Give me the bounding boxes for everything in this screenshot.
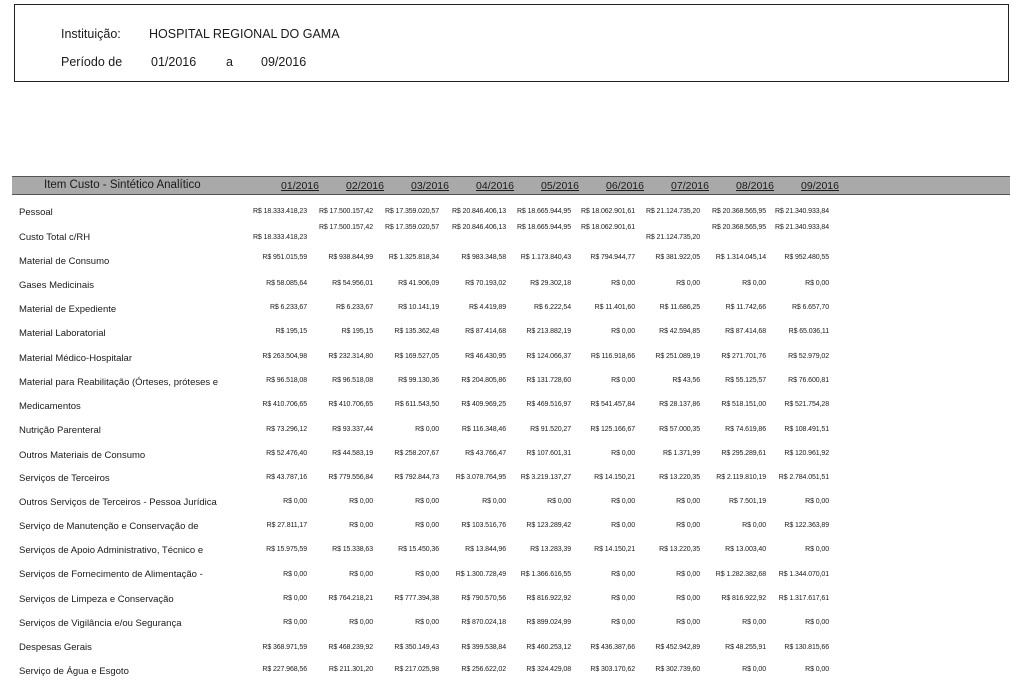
table-cell: R$ 368.971,59 bbox=[262, 644, 307, 651]
table-cell: R$ 6.233,67 bbox=[269, 304, 307, 311]
table-cell: R$ 58.085,64 bbox=[266, 280, 307, 287]
row-label: Serviços de Apoio Administrativo, Técnico e bbox=[19, 545, 204, 556]
table-cell: R$ 3.078.764,95 bbox=[455, 474, 506, 481]
table-cell: R$ 0,00 bbox=[676, 571, 700, 578]
table-cell: R$ 0,00 bbox=[349, 522, 373, 529]
table-cell: R$ 96.518,08 bbox=[332, 377, 373, 384]
table-cell: R$ 217.025,98 bbox=[394, 666, 439, 673]
row-label: Serviço de Manutenção e Conservação de bbox=[19, 521, 199, 532]
table-cell: R$ 169.527,05 bbox=[394, 353, 439, 360]
table-cell: R$ 46.430,95 bbox=[465, 353, 506, 360]
month-header: 08/2016 bbox=[736, 180, 774, 192]
table-cell: R$ 14.150,21 bbox=[594, 474, 635, 481]
table-cell: R$ 17.500.157,42 bbox=[318, 208, 373, 215]
table-cell: R$ 1.325.818,34 bbox=[388, 254, 439, 261]
table-cell: R$ 87.414,68 bbox=[465, 328, 506, 335]
table-cell: R$ 0,00 bbox=[283, 571, 307, 578]
row-label: Medicamentos bbox=[19, 401, 81, 412]
table-cell: R$ 518.151,00 bbox=[721, 401, 766, 408]
table-cell: R$ 0,00 bbox=[415, 522, 439, 529]
table-cell: R$ 20.846.406,13 bbox=[451, 224, 506, 231]
table-cell: R$ 116.348,46 bbox=[461, 426, 506, 433]
table-cell: R$ 0,00 bbox=[415, 426, 439, 433]
table-cell: R$ 0,00 bbox=[742, 522, 766, 529]
table-cell: R$ 2.119.810,19 bbox=[716, 474, 766, 481]
month-header: 02/2016 bbox=[346, 180, 384, 192]
table-cell: R$ 251.089,19 bbox=[655, 353, 700, 360]
table-cell: R$ 43.787,16 bbox=[266, 474, 307, 481]
month-header: 05/2016 bbox=[541, 180, 579, 192]
table-title: Item Custo - Sintético Analítico bbox=[44, 179, 201, 191]
table-cell: R$ 0,00 bbox=[611, 595, 635, 602]
table-cell: R$ 91.520,27 bbox=[530, 426, 571, 433]
table-cell: R$ 195,15 bbox=[341, 328, 373, 335]
table-cell: R$ 541.457,84 bbox=[590, 401, 635, 408]
table-cell: R$ 13.003,40 bbox=[725, 546, 766, 553]
table-cell: R$ 20.368.565,95 bbox=[711, 224, 766, 231]
table-cell: R$ 0,00 bbox=[805, 546, 829, 553]
period-end: 09/2016 bbox=[261, 55, 307, 69]
table-cell: R$ 135.362,48 bbox=[394, 328, 439, 335]
table-cell: R$ 1.173.840,43 bbox=[520, 254, 571, 261]
table-cell: R$ 410.706,65 bbox=[328, 401, 373, 408]
table-cell: R$ 116.918,66 bbox=[590, 353, 635, 360]
table-cell: R$ 18.333.418,23 bbox=[252, 234, 307, 241]
table-cell: R$ 0,00 bbox=[611, 450, 635, 457]
report-header bbox=[14, 4, 1009, 82]
table-cell: R$ 952.480,55 bbox=[784, 254, 829, 261]
table-cell: R$ 777.394,38 bbox=[394, 595, 439, 602]
table-cell: R$ 21.340.933,84 bbox=[774, 224, 829, 231]
table-cell: R$ 211.301,20 bbox=[328, 666, 373, 673]
month-header: 04/2016 bbox=[476, 180, 514, 192]
table-cell: R$ 74.619,86 bbox=[725, 426, 766, 433]
row-label: Outros Materiais de Consumo bbox=[19, 450, 146, 461]
period-start: 01/2016 bbox=[151, 55, 197, 69]
table-cell: R$ 70.193,02 bbox=[465, 280, 506, 287]
table-cell: R$ 951.015,59 bbox=[262, 254, 307, 261]
table-cell: R$ 57.000,35 bbox=[659, 426, 700, 433]
table-cell: R$ 18.665.944,95 bbox=[516, 224, 571, 231]
table-cell: R$ 399.538,84 bbox=[461, 644, 506, 651]
table-cell: R$ 0,00 bbox=[805, 498, 829, 505]
table-cell: R$ 48.255,91 bbox=[725, 644, 766, 651]
row-label: Serviços de Vigilância e/ou Segurança bbox=[19, 618, 182, 629]
row-label: Nutrição Parenteral bbox=[19, 425, 101, 436]
row-label: Gases Medicinais bbox=[19, 280, 94, 291]
table-cell: R$ 15.450,36 bbox=[398, 546, 439, 553]
table-cell: R$ 0,00 bbox=[415, 498, 439, 505]
table-cell: R$ 96.518,08 bbox=[266, 377, 307, 384]
row-label: Outros Serviços de Terceiros - Pessoa Jurídica bbox=[19, 497, 217, 508]
table-cell: R$ 468.239,92 bbox=[328, 644, 373, 651]
table-cell: R$ 54.956,01 bbox=[332, 280, 373, 287]
table-cell: R$ 0,00 bbox=[611, 377, 635, 384]
table-cell: R$ 350.149,43 bbox=[394, 644, 439, 651]
table-cell: R$ 324.429,08 bbox=[526, 666, 571, 673]
table-cell: R$ 0,00 bbox=[349, 498, 373, 505]
table-cell: R$ 21.124.735,20 bbox=[645, 208, 700, 215]
table-cell: R$ 122.363,89 bbox=[784, 522, 829, 529]
table-cell: R$ 0,00 bbox=[415, 619, 439, 626]
table-cell: R$ 611.543,50 bbox=[394, 401, 439, 408]
institution-value: HOSPITAL REGIONAL DO GAMA bbox=[149, 27, 340, 41]
period-separator: a bbox=[226, 55, 233, 69]
table-cell: R$ 271.701,76 bbox=[721, 353, 766, 360]
table-cell: R$ 303.170,62 bbox=[590, 666, 635, 673]
row-label: Serviços de Terceiros bbox=[19, 473, 110, 484]
table-cell: R$ 27.811,17 bbox=[266, 522, 307, 529]
table-cell: R$ 779.556,84 bbox=[328, 474, 373, 481]
table-cell: R$ 17.500.157,42 bbox=[318, 224, 373, 231]
table-cell: R$ 0,00 bbox=[742, 619, 766, 626]
table-cell: R$ 0,00 bbox=[805, 280, 829, 287]
table-cell: R$ 1.371,99 bbox=[662, 450, 700, 457]
table-cell: R$ 794.944,77 bbox=[590, 254, 635, 261]
table-cell: R$ 120.961,92 bbox=[784, 450, 829, 457]
table-cell: R$ 44.583,19 bbox=[332, 450, 373, 457]
table-cell: R$ 99.130,36 bbox=[398, 377, 439, 384]
table-cell: R$ 108.491,51 bbox=[784, 426, 829, 433]
table-cell: R$ 13.283,39 bbox=[530, 546, 571, 553]
table-cell: R$ 521.754,28 bbox=[784, 401, 829, 408]
table-cell: R$ 20.846.406,13 bbox=[451, 208, 506, 215]
table-cell: R$ 93.337,44 bbox=[332, 426, 373, 433]
table-cell: R$ 0,00 bbox=[676, 595, 700, 602]
table-cell: R$ 13.220,35 bbox=[659, 474, 700, 481]
table-cell: R$ 55.125,57 bbox=[725, 377, 766, 384]
row-label: Pessoal bbox=[19, 207, 53, 218]
table-cell: R$ 0,00 bbox=[611, 522, 635, 529]
table-cell: R$ 410.706,65 bbox=[262, 401, 307, 408]
table-cell: R$ 0,00 bbox=[676, 619, 700, 626]
table-cell: R$ 256.622,02 bbox=[461, 666, 506, 673]
table-cell: R$ 0,00 bbox=[611, 498, 635, 505]
table-cell: R$ 460.253,12 bbox=[526, 644, 571, 651]
table-cell: R$ 0,00 bbox=[415, 571, 439, 578]
table-cell: R$ 0,00 bbox=[611, 619, 635, 626]
table-cell: R$ 0,00 bbox=[349, 619, 373, 626]
table-cell: R$ 52.476,40 bbox=[266, 450, 307, 457]
table-cell: R$ 195,15 bbox=[275, 328, 307, 335]
table-cell: R$ 18.062.901,61 bbox=[580, 208, 635, 215]
table-cell: R$ 52.979,02 bbox=[788, 353, 829, 360]
table-cell: R$ 204.805,86 bbox=[461, 377, 506, 384]
table-cell: R$ 11.742,66 bbox=[725, 304, 766, 311]
row-label: Material Médico-Hospitalar bbox=[19, 353, 132, 364]
table-cell: R$ 18.333.418,23 bbox=[252, 208, 307, 215]
table-cell: R$ 131.728,60 bbox=[526, 377, 571, 384]
table-cell: R$ 13.220,35 bbox=[659, 546, 700, 553]
table-cell: R$ 17.359.020,57 bbox=[384, 208, 439, 215]
table-cell: R$ 899.024,99 bbox=[526, 619, 571, 626]
table-cell: R$ 381.922,05 bbox=[655, 254, 700, 261]
table-cell: R$ 130.815,66 bbox=[784, 644, 829, 651]
table-cell: R$ 792.844,73 bbox=[394, 474, 439, 481]
table-cell: R$ 0,00 bbox=[676, 498, 700, 505]
table-cell: R$ 20.368.565,95 bbox=[711, 208, 766, 215]
table-cell: R$ 232.314,80 bbox=[328, 353, 373, 360]
table-cell: R$ 0,00 bbox=[349, 571, 373, 578]
table-cell: R$ 76.600,81 bbox=[788, 377, 829, 384]
table-cell: R$ 0,00 bbox=[676, 280, 700, 287]
row-label: Material para Reabilitação (Órteses, próteses e bbox=[19, 377, 219, 388]
table-cell: R$ 124.066,37 bbox=[526, 353, 571, 360]
table-cell: R$ 302.739,60 bbox=[655, 666, 700, 673]
table-cell: R$ 816.922,92 bbox=[526, 595, 571, 602]
table-cell: R$ 15.338,63 bbox=[332, 546, 373, 553]
table-cell: R$ 65.036,11 bbox=[788, 328, 829, 335]
table-cell: R$ 409.969,25 bbox=[461, 401, 506, 408]
table-cell: R$ 17.359.020,57 bbox=[384, 224, 439, 231]
table-cell: R$ 0,00 bbox=[611, 328, 635, 335]
table-cell: R$ 2.784.051,51 bbox=[778, 474, 829, 481]
table-cell: R$ 0,00 bbox=[482, 498, 506, 505]
period-label: Período de bbox=[61, 55, 123, 69]
table-cell: R$ 1.317.617,61 bbox=[778, 595, 829, 602]
table-cell: R$ 11.401,60 bbox=[594, 304, 635, 311]
table-cell: R$ 0,00 bbox=[547, 498, 571, 505]
table-cell: R$ 4.419,89 bbox=[468, 304, 506, 311]
row-label: Material Laboratorial bbox=[19, 328, 106, 339]
table-cell: R$ 125.166,67 bbox=[590, 426, 635, 433]
table-cell: R$ 227.968,56 bbox=[262, 666, 307, 673]
table-cell: R$ 41.906,09 bbox=[398, 280, 439, 287]
row-label: Serviços de Fornecimento de Alimentação - bbox=[19, 569, 203, 580]
row-label: Serviço de Água e Esgoto bbox=[19, 666, 129, 677]
table-cell: R$ 43,56 bbox=[672, 377, 700, 384]
table-header bbox=[12, 176, 1010, 195]
month-header: 09/2016 bbox=[801, 180, 839, 192]
table-cell: R$ 123.289,42 bbox=[526, 522, 571, 529]
table-cell: R$ 21.340.933,84 bbox=[774, 208, 829, 215]
month-header: 03/2016 bbox=[411, 180, 449, 192]
row-label: Custo Total c/RH bbox=[19, 232, 91, 243]
table-cell: R$ 1.300.728,49 bbox=[455, 571, 506, 578]
table-cell: R$ 18.665.944,95 bbox=[516, 208, 571, 215]
table-cell: R$ 263.504,98 bbox=[262, 353, 307, 360]
table-cell: R$ 10.141,19 bbox=[398, 304, 439, 311]
institution-label: Instituição: bbox=[61, 27, 121, 41]
table-cell: R$ 452.942,89 bbox=[655, 644, 700, 651]
table-cell: R$ 436.387,66 bbox=[590, 644, 635, 651]
table-cell: R$ 0,00 bbox=[283, 498, 307, 505]
table-cell: R$ 258.207,67 bbox=[394, 450, 439, 457]
table-cell: R$ 13.844,96 bbox=[465, 546, 506, 553]
month-header: 06/2016 bbox=[606, 180, 644, 192]
table-cell: R$ 0,00 bbox=[283, 595, 307, 602]
table-cell: R$ 43.766,47 bbox=[465, 450, 506, 457]
table-cell: R$ 6.657,70 bbox=[791, 304, 829, 311]
row-label: Despesas Gerais bbox=[19, 642, 92, 653]
table-cell: R$ 42.594,85 bbox=[659, 328, 700, 335]
month-header: 01/2016 bbox=[281, 180, 319, 192]
table-cell: R$ 7.501,19 bbox=[728, 498, 766, 505]
table-cell: R$ 469.516,97 bbox=[526, 401, 571, 408]
table-cell: R$ 18.062.901,61 bbox=[580, 224, 635, 231]
month-header: 07/2016 bbox=[671, 180, 709, 192]
table-cell: R$ 107.601,31 bbox=[526, 450, 571, 457]
table-cell: R$ 816.922,92 bbox=[721, 595, 766, 602]
table-cell: R$ 14.150,21 bbox=[594, 546, 635, 553]
table-cell: R$ 983.348,58 bbox=[461, 254, 506, 261]
table-cell: R$ 0,00 bbox=[805, 666, 829, 673]
table-cell: R$ 870.024,18 bbox=[461, 619, 506, 626]
table-cell: R$ 938.844,99 bbox=[328, 254, 373, 261]
table-cell: R$ 1.314.045,14 bbox=[715, 254, 766, 261]
table-cell: R$ 295.289,61 bbox=[721, 450, 766, 457]
table-cell: R$ 3.219.137,27 bbox=[520, 474, 571, 481]
table-cell: R$ 73.296,12 bbox=[266, 426, 307, 433]
table-cell: R$ 0,00 bbox=[611, 571, 635, 578]
row-label: Material de Expediente bbox=[19, 304, 117, 315]
table-cell: R$ 6.222,54 bbox=[533, 304, 571, 311]
table-cell: R$ 6.233,67 bbox=[335, 304, 373, 311]
table-cell: R$ 21.124.735,20 bbox=[645, 234, 700, 241]
table-cell: R$ 11.686,25 bbox=[659, 304, 700, 311]
table-cell: R$ 29.302,18 bbox=[530, 280, 571, 287]
row-label: Serviços de Limpeza e Conservação bbox=[19, 594, 174, 605]
table-cell: R$ 1.366.616,55 bbox=[520, 571, 571, 578]
table-cell: R$ 213.882,19 bbox=[526, 328, 571, 335]
table-cell: R$ 0,00 bbox=[742, 280, 766, 287]
row-label: Material de Consumo bbox=[19, 256, 110, 267]
table-cell: R$ 0,00 bbox=[283, 619, 307, 626]
table-cell: R$ 790.570,56 bbox=[461, 595, 506, 602]
table-cell: R$ 764.218,21 bbox=[328, 595, 373, 602]
table-cell: R$ 1.282.382,68 bbox=[715, 571, 766, 578]
table-cell: R$ 0,00 bbox=[676, 522, 700, 529]
table-cell: R$ 103.516,76 bbox=[461, 522, 506, 529]
table-cell: R$ 0,00 bbox=[805, 619, 829, 626]
table-cell: R$ 87.414,68 bbox=[725, 328, 766, 335]
table-cell: R$ 0,00 bbox=[742, 666, 766, 673]
table-cell: R$ 0,00 bbox=[611, 280, 635, 287]
table-cell: R$ 15.975,59 bbox=[266, 546, 307, 553]
table-cell: R$ 1.344.070,01 bbox=[778, 571, 829, 578]
table-cell: R$ 28.137,86 bbox=[659, 401, 700, 408]
